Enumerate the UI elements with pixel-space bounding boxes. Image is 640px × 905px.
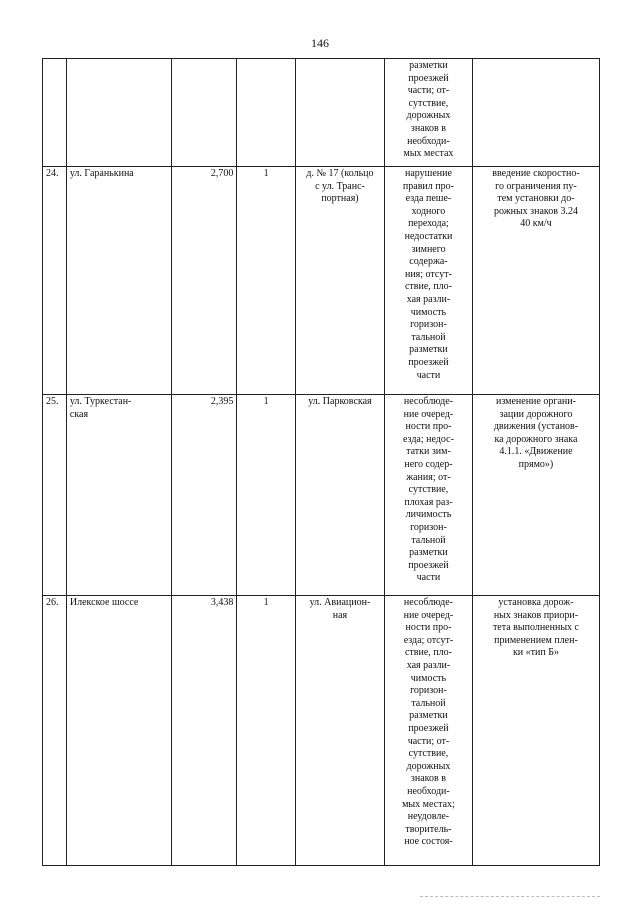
- cause: несоблюде- ние очеред- ности про- езда; недос- татки зим- него содер- жания; от- сутствие, плохая раз- личимость горизон- тальной разметки проезжей части: [384, 395, 472, 596]
- location: ул. Авиацион- ная: [295, 596, 384, 866]
- location: д. № 17 (кольцо с ул. Транс- портная): [295, 167, 384, 395]
- street-name: Илекское шоссе: [66, 596, 171, 866]
- cause: разметки проезжей части; от- сутствие, дорожных знаков в необходи- мых местах: [384, 59, 472, 167]
- page-number: 146: [311, 36, 329, 50]
- section-length: 3,438: [172, 596, 237, 866]
- row-number: 24.: [43, 167, 67, 395]
- measure: изменение органи- зации дорожного движения (установ- ка дорожного знака 4.1.1. «Движение прямо»): [472, 395, 599, 596]
- accident-count: 1: [237, 596, 296, 866]
- street-name: ул. Гаранькина: [66, 167, 171, 395]
- cause: несоблюде- ние очеред- ности про- езда; отсут- ствие, пло- хая разли- чимость горизон- тальной разметки проезжей части; от- сутствие, дорожных знаков в необходи- мых местах; неудовле- творитель- ное состоя-: [384, 596, 472, 866]
- section-length: 2,700: [172, 167, 237, 395]
- accident-count: [237, 59, 296, 167]
- section-length: [172, 59, 237, 167]
- section-length: 2,395: [172, 395, 237, 596]
- measure: [472, 59, 599, 167]
- location: ул. Парковская: [295, 395, 384, 596]
- scan-footer-marks: [420, 896, 600, 900]
- street-name: ул. Туркестан- ская: [66, 395, 171, 596]
- row-number: [43, 59, 67, 167]
- table-row: [43, 395, 600, 596]
- cause: нарушение правил про- езда пеше- ходного перехода; недостатки зимнего содержа- ния; отсут- ствие, пло- хая разли- чимость горизон- тальной разметки проезжей части: [384, 167, 472, 395]
- table-row: [43, 59, 600, 167]
- table-row: [43, 167, 600, 395]
- accident-count: 1: [237, 167, 296, 395]
- accident-count: 1: [237, 395, 296, 596]
- street-name: [66, 59, 171, 167]
- location: [295, 59, 384, 167]
- measure: установка дорож- ных знаков приори- тета выполненных с применением плен- ки «тип Б»: [472, 596, 599, 866]
- measure: введение скоростно- го ограничения пу- тем установки до- рожных знаков 3.24 40 км/ч: [472, 167, 599, 395]
- row-number: 25.: [43, 395, 67, 596]
- row-number: 26.: [43, 596, 67, 866]
- accident-sites-table: [42, 58, 600, 866]
- table-row: [43, 596, 600, 866]
